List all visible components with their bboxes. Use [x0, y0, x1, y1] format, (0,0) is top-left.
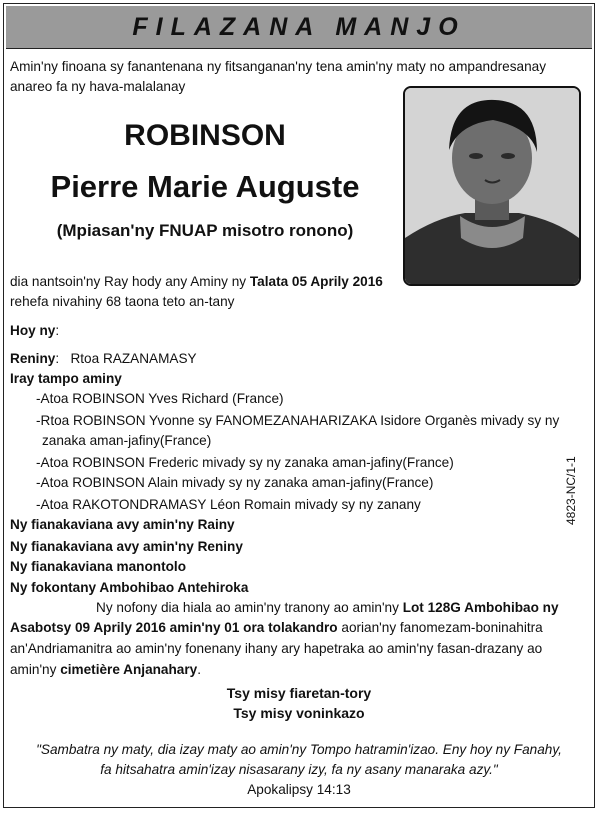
- notice-no-flowers: Tsy misy voninkazo: [233, 705, 365, 721]
- sibling-item: -Atoa ROBINSON Alain mivady sy ny zanaka aman-jafiny(France): [36, 475, 434, 490]
- family-line: Ny fianakaviana manontolo: [10, 559, 187, 574]
- deceased-role: (Mpiasan'ny FNUAP misotro ronono): [56, 221, 354, 240]
- burial-text: amin'ny: [10, 662, 61, 677]
- burial-line-3: an'Andriamanitra ao amin'ny fonenany ihany ary hapetraka ao amin'ny fasan-drazany ao: [10, 641, 543, 656]
- death-announcement: [10, 273, 383, 291]
- intro-line-1: Amin'ny finoana sy fanantenana ny fitsanganan'ny tena amin'ny maty no ampandresanay: [10, 59, 547, 74]
- burial-line-1: [96, 599, 559, 617]
- deceased-surname: ROBINSON: [124, 119, 286, 152]
- family-line: Ny fianakaviana avy amin'ny Rainy: [10, 517, 235, 532]
- sibling-item: -Atoa ROBINSON Yves Richard (France): [36, 391, 284, 406]
- quote-reference: Apokalipsy 14:13: [247, 782, 351, 797]
- sibling-item: -Rtoa ROBINSON Yvonne sy FANOMEZANAHARIZAKA Isidore Organès mivady sy ny: [36, 413, 560, 428]
- death-text: dia nantsoin'ny Ray hody any Aminy ny: [10, 274, 250, 289]
- burial-datetime: Asabotsy 09 Aprily 2016 amin'ny 01 ora tolakandro: [10, 620, 338, 635]
- reniny-name: Rtoa RAZANAMASY: [70, 351, 197, 366]
- death-age: rehefa nivahiny 68 taona teto an-tany: [10, 294, 235, 309]
- notice-header: [6, 6, 592, 49]
- burial-period: .: [197, 662, 201, 677]
- iray-tampo-heading: Iray tampo aminy: [10, 371, 122, 386]
- intro-line-2: anareo fa ny hava-malalanay: [10, 79, 186, 94]
- burial-line-2: [10, 619, 543, 637]
- notice-no-vigil: Tsy misy fiaretan-tory: [226, 685, 372, 701]
- hoy-label: Hoy ny: [10, 323, 56, 338]
- reference-code: 4823-NC/1-1: [564, 456, 578, 525]
- burial-text: Ny nofony dia hiala ao amin'ny tranony ao amin'ny: [96, 600, 403, 615]
- reniny-label: Reniny: [10, 351, 56, 366]
- portrait-image: [405, 88, 579, 284]
- family-line: Ny fokontany Ambohibao Antehiroka: [10, 580, 249, 595]
- deceased-given-names: Pierre Marie Auguste: [50, 169, 360, 204]
- sibling-item: zanaka aman-jafiny(France): [42, 433, 212, 448]
- hoy-colon: :: [55, 323, 60, 338]
- quote-line-1: "Sambatra ny maty, dia izay maty ao amin'ny Tompo hatramin'izao. Eny hoy ny Fanahy,: [36, 742, 562, 757]
- sibling-item: -Atoa RAKOTONDRAMASY Léon Romain mivady sy ny zanany: [36, 497, 421, 512]
- death-date: Talata 05 Aprily 2016: [249, 274, 383, 289]
- quote-line-2: fa hitsahatra amin'izay nisasarany izy, fa ny asany manaraka azy.": [100, 762, 498, 777]
- burial-line-4: [10, 661, 201, 679]
- cemetery-name: cimetière Anjanahary: [60, 662, 198, 677]
- deceased-photo: [403, 86, 581, 286]
- reniny-line: [10, 350, 197, 368]
- header-title: FILAZANA MANJO: [132, 12, 466, 41]
- reniny-colon: :: [55, 351, 60, 366]
- burial-text: aorian'ny fanomezam-boninahitra: [337, 620, 543, 635]
- hoy-line: [10, 322, 59, 340]
- family-line: Ny fianakaviana avy amin'ny Reniny: [10, 539, 243, 554]
- burial-location: Lot 128G Ambohibao ny: [402, 600, 559, 615]
- sibling-item: -Atoa ROBINSON Frederic mivady sy ny zanaka aman-jafiny(France): [36, 455, 454, 470]
